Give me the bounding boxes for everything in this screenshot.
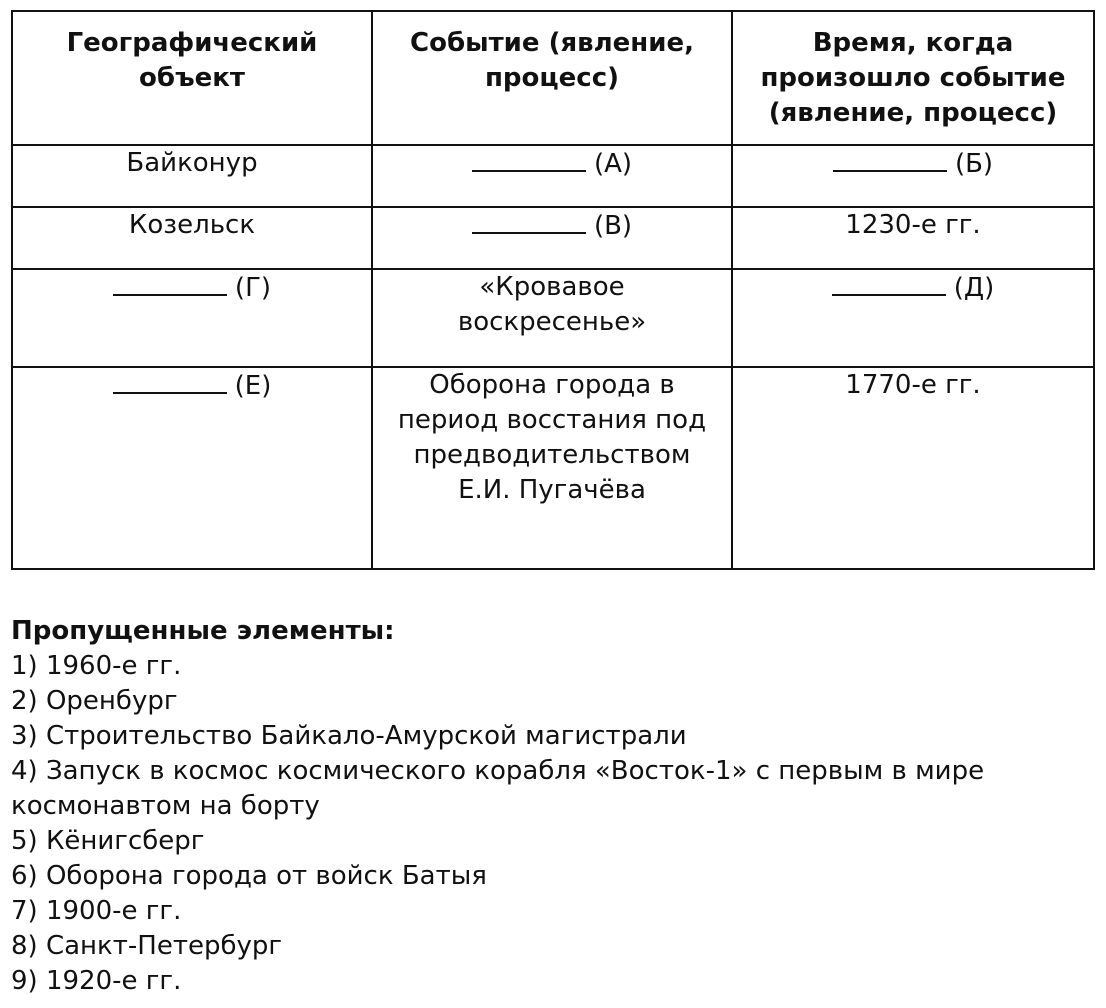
list-item: 2) Оренбург [11,686,178,716]
list-item: 1) 1960-е гг. [11,651,182,681]
cell-text: Оборона города в период восстания под предводительством Е.И. Пугачёва [397,370,707,505]
cell-event-pugachev [372,367,732,569]
blank-label: (Б) [954,149,994,179]
answer-blank [472,208,586,234]
list-item: 8) Санкт-Петербург [11,931,283,961]
header-geo-object: Географический объект [12,11,372,145]
header-event: Событие (явление, процесс) [372,11,732,145]
table-row [12,207,1094,269]
table-row [12,367,1094,569]
cell-time-1770 [732,367,1094,569]
cell-text: Байконур [126,148,258,178]
cell-time-b [732,145,1094,207]
cell-event-a [372,145,732,207]
table-row [12,269,1094,367]
options-title: Пропущенные элементы: [11,616,395,646]
cell-text: 1230-е гг. [845,210,981,240]
answer-blank [832,270,946,296]
list-item: 6) Оборона города от войск Батыя [11,861,487,891]
list-item: 5) Кёнигсберг [11,826,205,856]
cell-geo-g [12,269,372,367]
list-item: 4) Запуск в космос космического корабля «Восток-1» с первым в мире космонавтом на борту [11,756,985,821]
header-time: Время, когда произошло событие (явление, процесс) [732,11,1094,145]
history-table [11,10,1095,570]
blank-label: (А) [593,149,633,179]
list-item: 9) 1920-е гг. [11,966,182,996]
cell-text: «Кровавое воскресенье» [457,272,647,337]
blank-label: (В) [593,211,633,241]
cell-event-v [372,207,732,269]
table-header-row [12,11,1094,145]
missing-elements-list [11,614,1093,999]
cell-time-d [732,269,1094,367]
answer-blank [113,368,227,394]
cell-geo-e [12,367,372,569]
cell-text: Козельск [128,210,256,240]
answer-blank [113,270,227,296]
blank-label: (Е) [234,371,272,401]
list-item: 7) 1900-е гг. [11,896,182,926]
cell-geo-baikonur [12,145,372,207]
cell-text: 1770-е гг. [845,370,981,400]
list-item: 3) Строительство Байкало-Амурской магистрали [11,721,687,751]
table-row [12,145,1094,207]
answer-blank [472,146,586,172]
cell-event-bloody-sunday [372,269,732,367]
answer-blank [833,146,947,172]
cell-geo-kozelsk [12,207,372,269]
blank-label: (Г) [234,273,272,303]
blank-label: (Д) [953,273,995,303]
task-page [11,10,1093,999]
cell-time-1230 [732,207,1094,269]
